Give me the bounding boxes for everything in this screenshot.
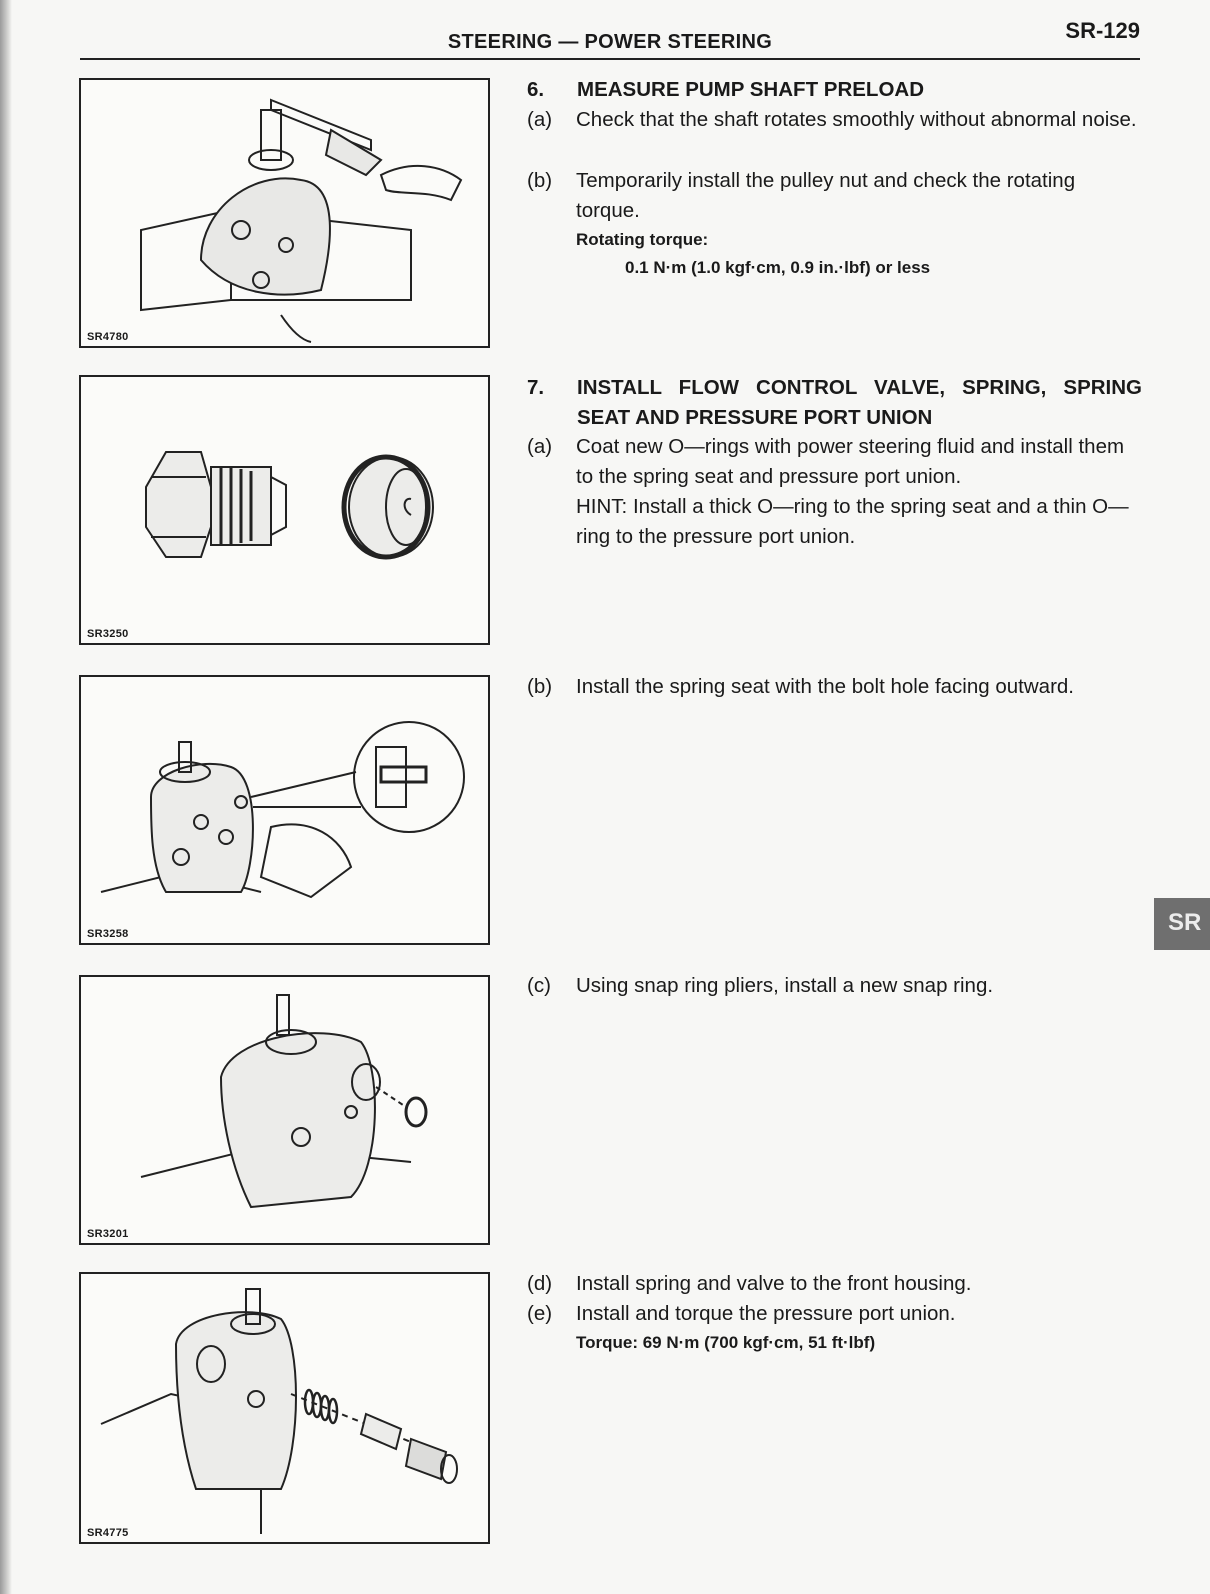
snap-ring-illustration: [81, 977, 488, 1243]
item-text: Install spring and valve to the front housing.: [576, 1272, 972, 1295]
item-text: Coat new O—rings with power steering fluid and install them to the spring seat and pressure port union.: [576, 435, 1125, 488]
section-tab-label: SR: [1168, 909, 1202, 936]
rotating-torque-spec: [527, 226, 1142, 282]
item-label: (b): [527, 675, 553, 698]
figure-valve-exploded: [79, 1272, 490, 1544]
figure-code: SR3258: [87, 928, 129, 940]
spec-value: 0.1 N·m (1.0 kgf·cm, 0.9 in.·lbf) or less: [625, 258, 931, 277]
step-7a: [527, 432, 1142, 552]
pump-torque-wrench-illustration: [81, 80, 488, 346]
section-title: STEERING — POWER STEERING: [447, 31, 773, 53]
item-text: Install the spring seat with the bolt hole facing outward.: [576, 675, 1074, 698]
step-number: 6.: [527, 78, 545, 101]
step-6-heading: [527, 75, 1142, 105]
item-text: Install and torque the pressure port union.: [576, 1302, 956, 1325]
item-label: (c): [527, 974, 551, 997]
item-text: Check that the shaft rotates smoothly without abnormal noise.: [576, 108, 1137, 131]
step-7b: [527, 672, 1142, 702]
item-text: Temporarily install the pulley nut and check the rotating torque.: [576, 169, 1076, 222]
step-title: MEASURE PUMP SHAFT PRELOAD: [577, 78, 925, 101]
figure-pump-preload: [79, 78, 490, 348]
item-text: Using snap ring pliers, install a new snap ring.: [576, 974, 994, 997]
hint-text: HINT: Install a thick O—ring to the spring seat and a thin O—ring to the pressure port union.: [576, 495, 1129, 548]
figure-code: SR3201: [87, 1228, 129, 1240]
spec-label: Rotating torque:: [576, 230, 709, 249]
step-title: INSTALL FLOW CONTROL VALVE, SPRING, SPRING SEAT AND PRESSURE PORT UNION: [577, 376, 1142, 429]
item-label: (e): [527, 1302, 553, 1325]
step-6a: [527, 105, 1142, 135]
item-label: (a): [527, 435, 553, 458]
step-number: 7.: [527, 376, 545, 399]
item-label: (b): [527, 169, 553, 192]
figure-code: SR4780: [87, 331, 129, 343]
figure-orings: [79, 375, 490, 645]
page-edge-shadow: [0, 0, 12, 1594]
figure-code: SR4775: [87, 1527, 129, 1539]
page-number: SR-129: [1065, 18, 1140, 43]
item-label: (d): [527, 1272, 553, 1295]
figure-spring-seat: [79, 675, 490, 945]
torque-spec: Torque: 69 N·m (700 kgf·cm, 51 ft·lbf): [576, 1333, 876, 1352]
step-7d: [527, 1269, 1142, 1299]
spring-seat-and-union-illustration: [81, 377, 488, 643]
step-6b: [527, 166, 1142, 226]
valve-exploded-illustration: [81, 1274, 488, 1542]
step-7e: [527, 1299, 1142, 1357]
step-7c: [527, 971, 1142, 1001]
figure-code: SR3250: [87, 628, 129, 640]
page-header: [80, 18, 1140, 60]
step-7-heading: [527, 373, 1142, 433]
figure-snap-ring: [79, 975, 490, 1245]
section-thumb-tab: [1154, 898, 1210, 950]
item-label: (a): [527, 108, 553, 131]
spring-seat-install-illustration: [81, 677, 488, 943]
